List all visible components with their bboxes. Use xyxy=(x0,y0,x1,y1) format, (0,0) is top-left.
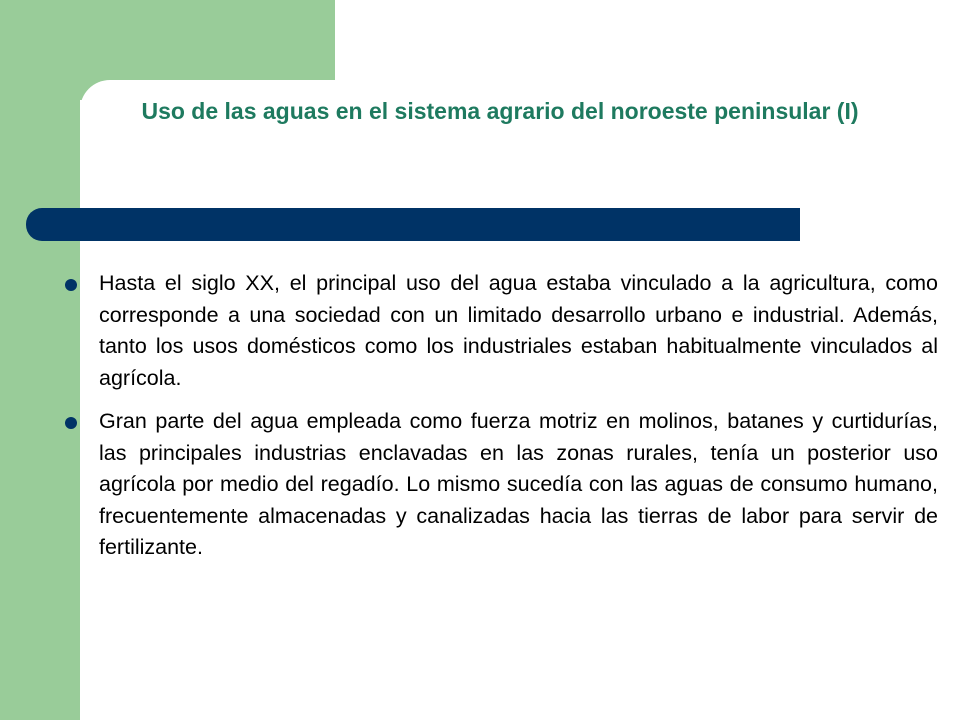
bullet-item xyxy=(62,268,938,394)
bullet-list xyxy=(62,268,938,576)
bullet-text: Gran parte del agua empleada como fuerza motriz en molinos, batanes y curtidurías, las principales industrias enclavadas en las zonas rurales, tenía un posterior uso agrícola por medio del regadío. Lo mismo sucedía con las aguas de consumo humano, frecuentemente almacenadas y canalizadas hacia las tierras de labor para servir de fertilizante. xyxy=(99,409,938,559)
bullet-dot-icon xyxy=(65,279,77,291)
bullet-text: Hasta el siglo XX, el principal uso del agua estaba vinculado a la agricultura, como corresponde a una sociedad con un limitado desarrollo urbano e industrial. Además, tanto los usos domésticos como los industriales estaban habitualmente vinculados al agrícola. xyxy=(99,271,938,390)
title-divider-bar xyxy=(26,208,800,241)
bullet-item xyxy=(62,406,938,564)
bullet-dot-icon xyxy=(65,417,77,429)
slide-title: Uso de las aguas en el sistema agrario del noroeste peninsular (I) xyxy=(141,98,859,124)
